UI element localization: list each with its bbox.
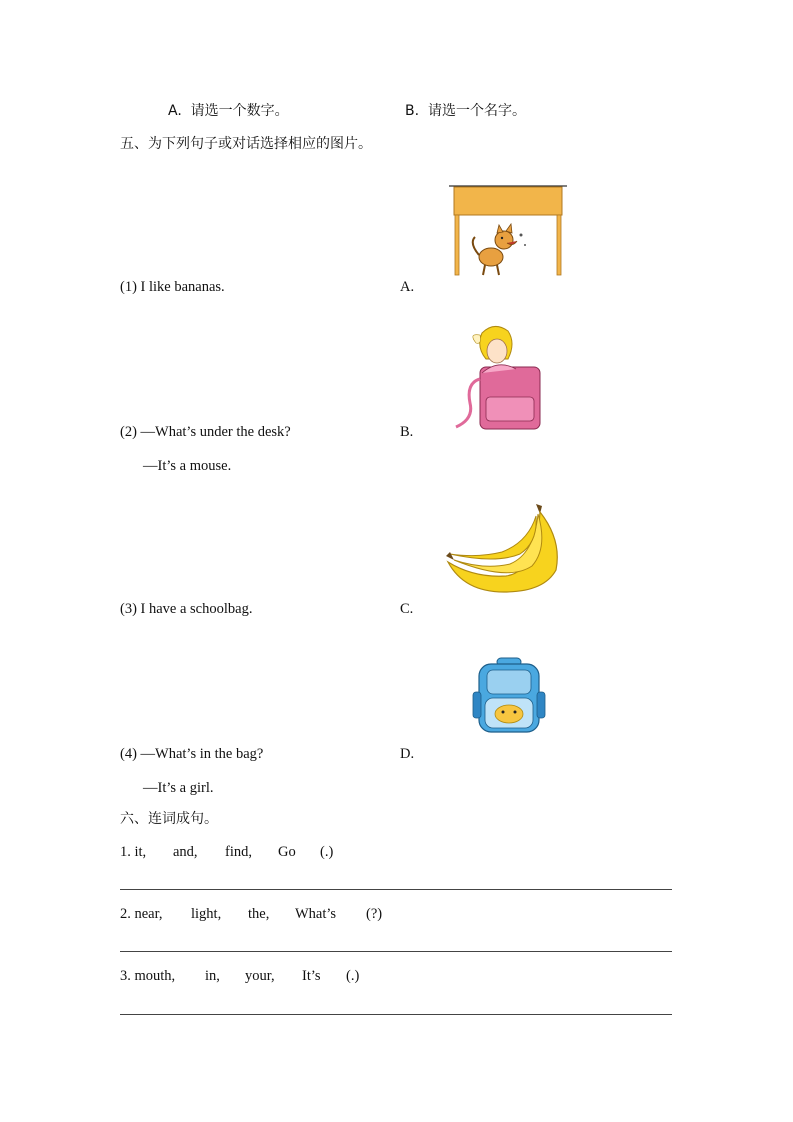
q1-word-5: (.): [320, 844, 334, 860]
cat-under-desk-picture: [449, 183, 569, 278]
q1-word-3: find,: [225, 844, 252, 860]
q2-word-3: the,: [248, 906, 270, 922]
q2-word-2: light,: [191, 906, 222, 922]
choice-a-label: A.: [400, 279, 415, 295]
girl-in-schoolbag-picture: [452, 323, 548, 433]
option-a: A. 请选一个数字。: [168, 103, 289, 119]
section5-title: 五、为下列句子或对话选择相应的图片。: [120, 136, 372, 152]
q2-word-5: (?): [366, 906, 383, 922]
q3-word-2: in,: [205, 968, 220, 984]
sentence-2: (2) —What’s under the desk?: [120, 424, 291, 440]
q3-word-1: 3. mouth,: [120, 968, 176, 984]
sentence-2-reply: —It’s a mouse.: [143, 458, 232, 474]
q2-word-1: 2. near,: [120, 906, 163, 922]
section6-title: 六、连词成句。: [120, 811, 218, 827]
option-b: B. 请选一个名字。: [405, 103, 526, 119]
choice-c-label: C.: [400, 601, 414, 617]
bananas-picture: [444, 500, 564, 596]
q3-word-4: It’s: [302, 968, 321, 984]
q3-word-3: your,: [245, 968, 275, 984]
choice-b-label: B.: [400, 424, 414, 440]
sentence-1: (1) I like bananas.: [120, 279, 225, 295]
q1-word-1: 1. it,: [120, 844, 147, 860]
q1-word-4: Go: [278, 844, 296, 860]
answer-line-1[interactable]: [120, 889, 672, 890]
sentence-4: (4) —What’s in the bag?: [120, 746, 264, 762]
q1-word-2: and,: [173, 844, 198, 860]
sentence-4-reply: —It’s a girl.: [143, 780, 214, 796]
blue-backpack-picture: [469, 656, 549, 736]
answer-line-2[interactable]: [120, 951, 672, 952]
choice-d-label: D.: [400, 746, 415, 762]
q3-word-5: (.): [346, 968, 360, 984]
answer-line-3[interactable]: [120, 1014, 672, 1015]
sentence-3: (3) I have a schoolbag.: [120, 601, 253, 617]
q2-word-4: What’s: [295, 906, 337, 922]
